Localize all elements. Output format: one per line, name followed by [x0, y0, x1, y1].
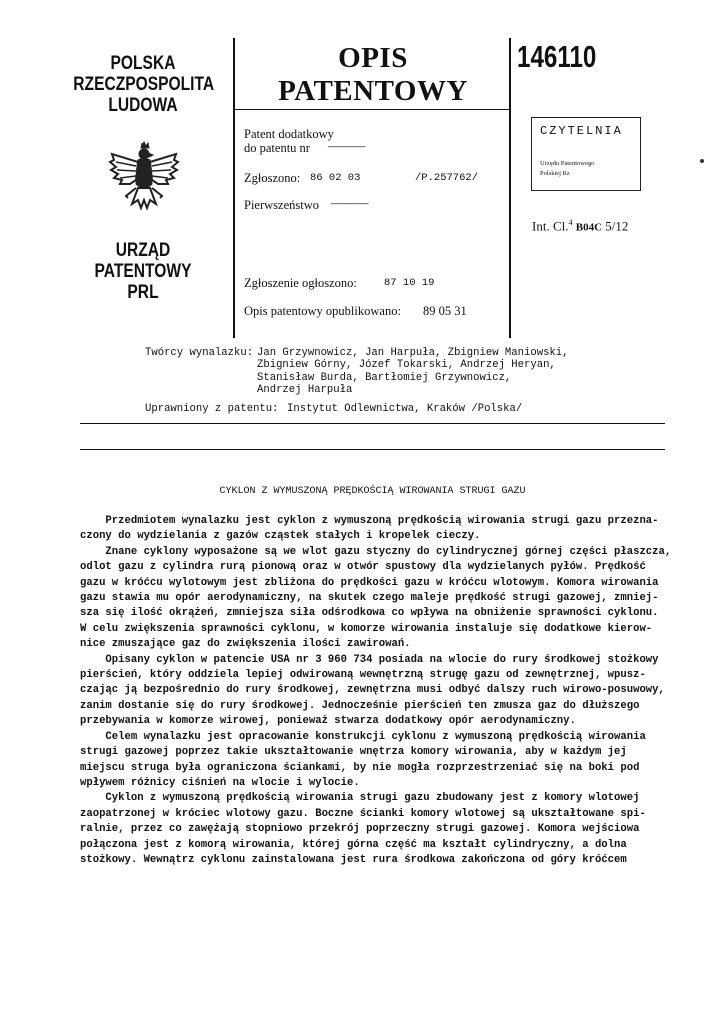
title-rule: [235, 109, 509, 110]
body-line: przebywania w komorze wirowej, ponieważ stwarza dodatkowy opór aerodynamiczny.: [80, 715, 576, 728]
creator-line: Andrzej Harpuła: [257, 384, 353, 397]
office-line-1: URZĄD: [115, 240, 171, 261]
body-line: ralnie, przez co zawężają stopniowo przekrój poprzeczny strugi gazowej. Komora wejściowa: [80, 823, 640, 836]
additional-patent-value: ———: [328, 139, 366, 153]
holder-value: Instytut Odlewnictwa, Kraków /Polska/: [287, 403, 523, 415]
body-line: zanim dostanie się do rury środkowej. Jednocześnie pierścień ten zmusza gaz do dłuższego: [80, 699, 640, 712]
country-line-1: POLSKA: [110, 53, 176, 74]
country-line-3: LUDOWA: [108, 95, 178, 116]
classification-label: Int. Cl.: [532, 218, 569, 234]
priority-value: ———: [331, 196, 369, 210]
classification-superscript: 4: [568, 218, 573, 227]
reading-room-stamp: [531, 117, 641, 191]
creator-line: Stanisław Burda, Bartłomiej Grzywnowicz,: [257, 371, 512, 384]
office-block: [58, 240, 228, 303]
body-line: W celu zwiększenia sprawności cyklonu, w komorze wirowania instaluje się dodatkowe kierow-: [80, 622, 653, 635]
body-line: nice zmuszające gaz do zwiększenia ilości zawirowań.: [80, 638, 411, 651]
body-line: zaopatrzonej w króciec wlotowy gazu. Boczne ścianki komory wlotowej są ukształtowane spi-: [80, 807, 646, 820]
priority-label: Pierwszeństwo: [244, 198, 319, 212]
section-rule-1: [80, 423, 665, 424]
published-value: 89 05 31: [423, 304, 467, 318]
body-line: Znane cyklony wyposażone są we wlot gazu styczny do cylindrycznej górnej części płaszcza,: [80, 545, 672, 558]
creator-line: Jan Grzywnowicz, Jan Harpuła, Zbigniew Maniowski,: [257, 347, 569, 359]
invention-title: CYKLON Z WYMUSZONĄ PRĘDKOŚCIĄ WIROWANIA STRUGI GAZU: [219, 486, 526, 497]
section-rule-2: [80, 449, 665, 450]
body-line: Celem wynalazku jest opracowanie konstrukcji cyklonu z wymuszoną prędkością wirowania: [80, 730, 646, 743]
document-type-title: OPIS PATENTOWY: [278, 42, 468, 107]
creators-label: Twórcy wynalazku:: [145, 347, 254, 359]
classification-group: 5/12: [605, 218, 629, 234]
eagle-emblem-icon: [108, 140, 180, 216]
body-line: odlot gazu z cylindra rurą pionową oraz w otwór spustowy dla wydzielanych pyłów. Prędkość: [80, 561, 646, 574]
stamp-line-1: Urzędu Patentowego: [540, 160, 595, 167]
column-divider-right: [509, 38, 511, 338]
announced-label: Zgłoszenie ogłoszono:: [244, 276, 357, 290]
body-line: Cyklon z wymuszoną prędkością wirowania strugi gazu zbudowany jest z komory wlotowej: [80, 792, 640, 805]
announced-value: 87 10 19: [384, 277, 435, 289]
country-block: [58, 53, 228, 116]
body-line: gazu w króćcu wylotowym jest zbliżona do prędkości gazu w króćcu wlotowym. Komora wirowania: [80, 576, 659, 589]
country-line-2: RZECZPOSPOLITA: [73, 74, 215, 95]
patent-number: 146110: [517, 39, 597, 74]
column-divider-left: [233, 38, 235, 338]
published-label: Opis patentowy opublikowano:: [244, 304, 401, 318]
body-line: strugi gazowej poprzez takie ukształtowanie wnętrza komory wirowania, aby w każdym jej: [80, 746, 627, 759]
classification-code: B04C: [575, 221, 603, 234]
body-line: gazu stawia mu opór aerodynamiczny, na skutek czego maleje prędkość strugi gazowej, zmniej-: [80, 592, 659, 605]
holder-label: Uprawniony z patentu:: [145, 403, 279, 415]
body-line: czając ją bezpośrednio do rury środkowej, zewnętrzna musi odbyć dalszy ruch wirowo-posuwowy,: [80, 684, 665, 697]
creator-line: Zbigniew Górny, Józef Tokarski, Andrzej Heryan,: [257, 359, 556, 372]
body-line: pierścień, który oddziela lepiej odwirowaną wewnętrzną strugę gazu od zewnętrznej, wpusz-: [80, 669, 646, 682]
office-line-2: PATENTOWY: [94, 261, 192, 282]
filed-value: 86 02 03: [310, 172, 361, 184]
creators-list: [257, 347, 569, 397]
filed-label: Zgłoszono:: [244, 171, 301, 185]
body-line: czony do wydzielania z gazów cząstek stałych i kropelek cieczy.: [80, 530, 481, 543]
body-line: stożkowy. Wewnątrz cyklonu zainstalowana jest rura środkowa zakończona od góry króćcem: [80, 853, 627, 866]
body-line: połączona jest z komorą wirowania, której górna część ma kształt cylindryczny, a dolna: [80, 838, 627, 851]
dot-mark-icon: [700, 159, 704, 163]
additional-patent-label-2: do patentu nr: [244, 141, 310, 155]
description-body: [80, 514, 680, 868]
body-line: wpływem różnicy ciśnień na wlocie i wylocie.: [80, 776, 360, 789]
stamp-title: CZYTELNIA: [540, 124, 623, 138]
application-number: /P.257762/: [415, 172, 479, 184]
body-line: miejscu struga była ograniczona ściankami, by nie mogła rozprzestrzeniać się na boki pod: [80, 761, 640, 774]
additional-patent-label-1: Patent dodatkowy: [244, 127, 334, 141]
body-line: Przedmiotem wynalazku jest cyklon z wymuszoną prędkością wirowania strugi gazu przezna-: [80, 515, 659, 527]
body-line: sza się ilość okrążeń, zmniejsza siła odśrodkowa co wpływa na obniżenie sprawności cyklonu.: [80, 607, 659, 620]
body-line: Opisany cyklon w patencie USA nr 3 960 734 posiada na wlocie do rury środkowej stożkowy: [80, 653, 659, 666]
stamp-line-2: Polskiej Rz: [540, 170, 570, 177]
classification: [532, 218, 628, 234]
office-line-3: PRL: [127, 282, 159, 303]
